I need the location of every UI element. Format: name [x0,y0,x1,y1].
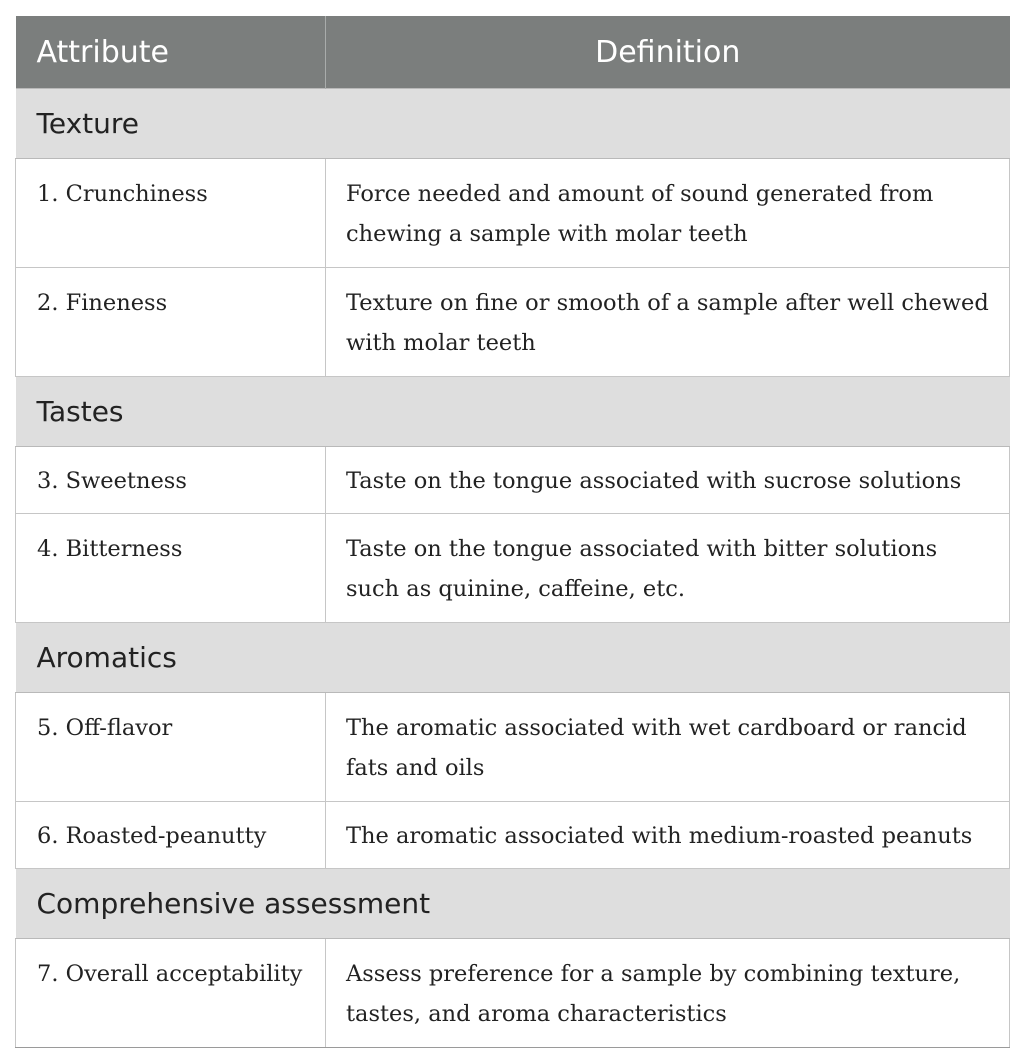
definition-cell: The aromatic associated with wet cardboard or rancid fats and oils [326,693,1010,802]
section-title: Comprehensive assessment [16,869,1010,939]
column-header-definition: Definition [326,16,1010,89]
column-header-attribute: Attribute [16,16,326,89]
section-row-comprehensive-assessment [16,869,1010,939]
table-row [16,447,1010,514]
attribute-cell: 4. Bitterness [16,514,326,623]
section-row-texture [16,89,1010,159]
section-row-tastes [16,377,1010,447]
attribute-cell: 2. Fineness [16,268,326,377]
definition-cell: Taste on the tongue associated with bitter solutions such as quinine, caffeine, etc. [326,514,1010,623]
attribute-cell: 3. Sweetness [16,447,326,514]
table-row [16,514,1010,623]
attribute-cell: 6. Roasted-peanutty [16,802,326,869]
table-row [16,693,1010,802]
attribute-definition-table-container [15,16,1009,1048]
section-row-aromatics [16,623,1010,693]
table-header-row [16,16,1010,89]
attribute-cell: 1. Crunchiness [16,159,326,268]
table-row [16,802,1010,869]
table-row [16,939,1010,1048]
definition-cell: Taste on the tongue associated with sucrose solutions [326,447,1010,514]
section-title: Tastes [16,377,1010,447]
definition-cell: Texture on fine or smooth of a sample after well chewed with molar teeth [326,268,1010,377]
attribute-definition-table [15,16,1010,1048]
table-row [16,268,1010,377]
table-row [16,159,1010,268]
definition-cell: The aromatic associated with medium-roasted peanuts [326,802,1010,869]
section-title: Aromatics [16,623,1010,693]
section-title: Texture [16,89,1010,159]
attribute-cell: 7. Overall acceptability [16,939,326,1048]
definition-cell: Assess preference for a sample by combining texture, tastes, and aroma characteristics [326,939,1010,1048]
attribute-cell: 5. Off-flavor [16,693,326,802]
definition-cell: Force needed and amount of sound generated from chewing a sample with molar teeth [326,159,1010,268]
